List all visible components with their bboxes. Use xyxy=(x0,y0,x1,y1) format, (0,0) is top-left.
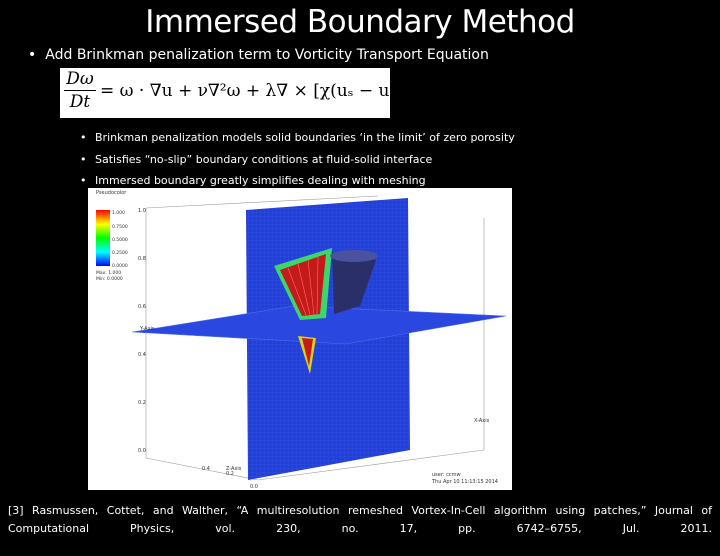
main-bullet xyxy=(28,47,489,63)
colorbar-legend xyxy=(96,190,128,282)
equation-rhs: = ω · ∇u + ν∇²ω + λ∇ × [χ(uₛ − u)] xyxy=(100,81,403,101)
z-tick: 0.0 xyxy=(250,484,258,490)
y-tick: 0.8 xyxy=(138,256,146,262)
sub-bullet-text: Immersed boundary greatly simplifies dealing with meshing xyxy=(95,174,426,187)
slide-title: Immersed Boundary Method xyxy=(145,4,575,40)
legend-title: Pseudocolor xyxy=(96,190,127,196)
sub-bullet-text: Satisfies “no-slip” boundary conditions at fluid-solid interface xyxy=(95,152,433,166)
y-tick: 0.6 xyxy=(138,304,146,310)
legend-tick: 0.7500 xyxy=(112,225,128,230)
legend-min: Min: 0.0000 xyxy=(96,277,123,282)
legend-tick: 0.2500 xyxy=(112,251,128,256)
sub-bullet xyxy=(80,149,515,171)
main-bullet-text: Add Brinkman penalization term to Vorticity Transport Equation xyxy=(45,47,489,63)
bullet-marker: • xyxy=(80,174,87,187)
z-axis-label: Z-Axis xyxy=(226,466,242,472)
legend-max: Max: 1.000 xyxy=(96,271,122,276)
render-user: user: ccmw xyxy=(432,472,461,478)
simulation-svg xyxy=(88,188,512,490)
bullet-marker: • xyxy=(80,152,87,166)
y-tick: 0.2 xyxy=(138,400,146,406)
y-tick: 0.0 xyxy=(138,448,146,454)
sub-bullet xyxy=(80,127,515,149)
equation-fraction xyxy=(64,69,96,112)
y-tick: 0.4 xyxy=(138,352,146,358)
legend-tick: 0.0000 xyxy=(112,264,128,269)
legend-tick: 0.5000 xyxy=(112,238,128,243)
bullet-marker: • xyxy=(80,131,87,144)
cone-cap xyxy=(330,250,378,262)
fraction-bar xyxy=(64,90,96,91)
equation-numerator: Dω xyxy=(66,69,94,89)
z-tick: 0.2 xyxy=(226,471,234,477)
vorticity-equation xyxy=(60,68,403,118)
sub-bullet-text: Brinkman penalization models solid boundaries ‘in the limit’ of zero porosity xyxy=(95,131,515,144)
y-axis-label: Y-Axis xyxy=(140,326,155,332)
x-axis-label: X-Axis xyxy=(474,418,490,424)
render-timestamp: Thu Apr 10 11:13:15 2014 xyxy=(432,479,498,485)
bullet-marker: • xyxy=(28,47,37,63)
axis-ticks xyxy=(138,208,258,490)
y-tick: 1.0 xyxy=(138,208,146,214)
sub-bullet-list xyxy=(80,127,515,192)
reference-citation: [3] Rasmussen, Cottet, and Walther, “A multiresolution remeshed Vortex-In-Cell algorithm using patches,” Journal of Computational Physics, vol. 230, no. 17, pp. 6742–6755, Jul. 2011. xyxy=(8,504,712,535)
simulation-render xyxy=(88,188,512,490)
colorbar xyxy=(96,210,110,266)
equation-denominator: Dt xyxy=(69,92,91,112)
legend-tick: 1.000 xyxy=(112,211,125,216)
z-tick: 0.4 xyxy=(202,466,210,472)
